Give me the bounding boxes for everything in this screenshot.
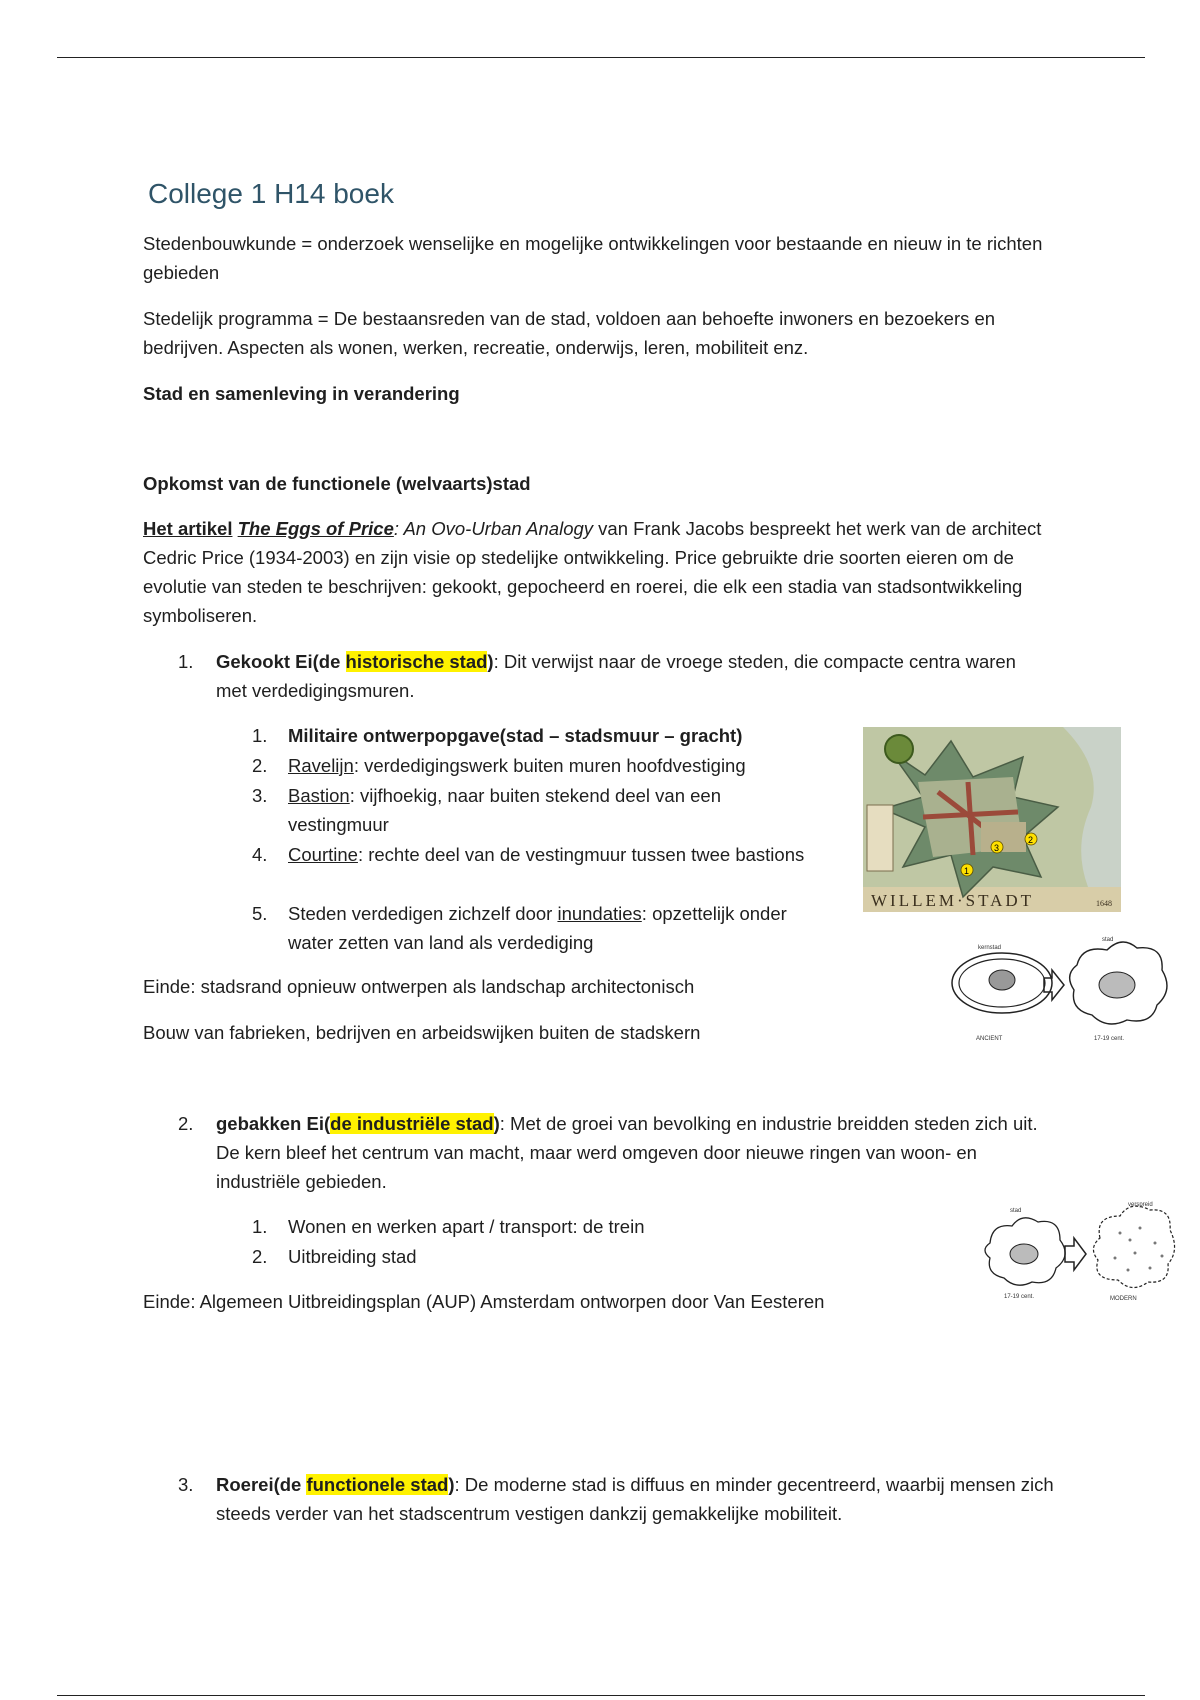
item1-bold-pre: Gekookt Ei(de	[216, 651, 346, 672]
item2-highlight: de industriële stad	[330, 1113, 494, 1134]
sketch-egg-poached-to-scrambled	[980, 1198, 1180, 1308]
item1-sub3-text: : vijfhoekig, naar buiten stekend deel van een vestingmuur	[288, 785, 722, 835]
item3-text: : De moderne stad is diffuus en minder gecentreerd, waarbij mensen zich steeds verder van het stadscentrum vestigen dankzij gemakkelijke mobiliteit.	[216, 1474, 1054, 1524]
item2-sub1-number: 1.	[252, 1216, 268, 1237]
item1-sub3-number: 3.	[252, 785, 268, 806]
sketch1-bottom-b: 17-19 cent.	[1094, 1036, 1125, 1042]
item2-bold-post: )	[493, 1113, 500, 1134]
item1-sub2	[288, 751, 828, 780]
item3-highlight: functionele stad	[306, 1474, 449, 1495]
definition-stedelijk-programma: Stedelijk programma = De bestaansreden van de stad, voldoen aan behoefte inwoners en bezoekers en bedrijven. Aspecten als wonen, werken, recreatie, onderwijs, leren, mobiliteit enz.	[143, 308, 996, 358]
map-marker-1: 1	[964, 866, 970, 876]
item1-einde: Einde: stadsrand opnieuw ontwerpen als landschap architectonisch	[143, 976, 695, 997]
sketch1-label-b: stad	[1102, 937, 1114, 943]
sketch-egg-boiled-to-poached	[942, 930, 1172, 1050]
term-courtine: Courtine	[288, 844, 358, 865]
term-bastion: Bastion	[288, 785, 350, 806]
article-text: van Frank Jacobs bespreekt het werk van de architect Cedric Price (1934-2003) en zijn visie op stedelijke ontwikkeling. Price gebruikte drie soorten eieren om de evolutie van steden te beschrijven: gekookt, gepocheerd en roerei, die elk een stadia van stadsontwikkeling symboliseren.	[143, 518, 1042, 626]
item1-bouw: Bouw van fabrieken, bedrijven en arbeidswijken buiten de stadskern	[143, 1022, 701, 1043]
item3-bold-pre: Roerei(de	[216, 1474, 307, 1495]
item1-number: 1.	[178, 651, 194, 672]
heading-opkomst: Opkomst van de functionele (welvaarts)stad	[143, 473, 531, 494]
item1-highlight: historische stad	[345, 651, 488, 672]
willemstad-map	[863, 727, 1121, 912]
sketch1-label-a: kernstad	[978, 945, 1002, 951]
item1-sub4-text: : rechte deel van de vestingmuur tussen twee bastions	[357, 844, 805, 865]
item1-sub4	[288, 840, 808, 869]
item1-sub2-number: 2.	[252, 755, 268, 776]
item1-text: : Dit verwijst naar de vroege steden, die compacte centra waren met verdedigingsmuren.	[216, 651, 1016, 701]
item1-sub2-text: : verdedigingswerk buiten muren hoofdvestiging	[353, 755, 746, 776]
sketch2-bottom-a: 17-19 cent.	[1004, 1294, 1035, 1300]
item1-bold-post: )	[487, 651, 494, 672]
item2-sub1: Wonen en werken apart / transport: de trein	[288, 1216, 645, 1237]
item1-sub3	[288, 781, 808, 839]
term-inundaties: inundaties	[557, 903, 642, 924]
map-marker-3: 3	[994, 843, 1000, 853]
sketch2-label-a: stad	[1010, 1208, 1022, 1214]
item3-number: 3.	[178, 1474, 194, 1495]
term-ravelijn: Ravelijn	[288, 755, 354, 776]
sketch1-bottom-a: ANCIENT	[976, 1036, 1003, 1042]
article-paragraph	[143, 514, 1063, 630]
item1-paragraph	[216, 647, 1046, 705]
item1-sub4-number: 4.	[252, 844, 268, 865]
sketch2-label-b: verspreid	[1128, 1202, 1153, 1208]
item2-sub2: Uitbreiding stad	[288, 1246, 417, 1267]
item2-text: : Met de groei van bevolking en industrie breidden steden zich uit. De kern bleef het centrum van macht, maar werd omgeven door nieuwe ringen van woon- en industriële gebieden.	[216, 1113, 1038, 1192]
item2-paragraph	[216, 1109, 1056, 1196]
item1-sub1-number: 1.	[252, 725, 268, 746]
article-title: The Eggs of Price	[237, 518, 394, 539]
page-title: College 1 H14 boek	[148, 178, 394, 209]
map-marker-2: 2	[1028, 835, 1034, 845]
item1-sub5-pre: Steden verdedigen zichzelf door	[288, 903, 558, 924]
item2-bold-pre: gebakken Ei(	[216, 1113, 331, 1134]
item2-einde: Einde: Algemeen Uitbreidingsplan (AUP) Amsterdam ontworpen door Van Eesteren	[143, 1291, 825, 1312]
item1-sub5	[288, 899, 828, 957]
item1-sub5-number: 5.	[252, 903, 268, 924]
bottom-rule	[57, 1695, 1145, 1696]
article-lead: Het artikel	[143, 518, 233, 539]
item2-number: 2.	[178, 1113, 194, 1134]
item2-sub2-number: 2.	[252, 1246, 268, 1267]
map-year: 1648	[1096, 899, 1112, 908]
top-rule	[57, 57, 1145, 58]
item3-paragraph	[216, 1470, 1066, 1528]
item3-bold-post: )	[448, 1474, 455, 1495]
heading-stad-samenleving: Stad en samenleving in verandering	[143, 383, 460, 404]
item1-sub1: Militaire ontwerpopgave(stad – stadsmuur – gracht)	[288, 725, 743, 746]
map-caption: WILLEM·STADT	[871, 891, 1035, 910]
item1-sub5-text: : opzettelijk onder water zetten van land als verdediging	[288, 903, 787, 953]
sketch2-bottom-b: MODERN	[1110, 1296, 1137, 1302]
article-subtitle: : An Ovo-Urban Analogy	[393, 518, 594, 539]
definition-stedenbouwkunde: Stedenbouwkunde = onderzoek wenselijke en mogelijke ontwikkelingen voor bestaande en nieuw in te richten gebieden	[143, 233, 1043, 283]
